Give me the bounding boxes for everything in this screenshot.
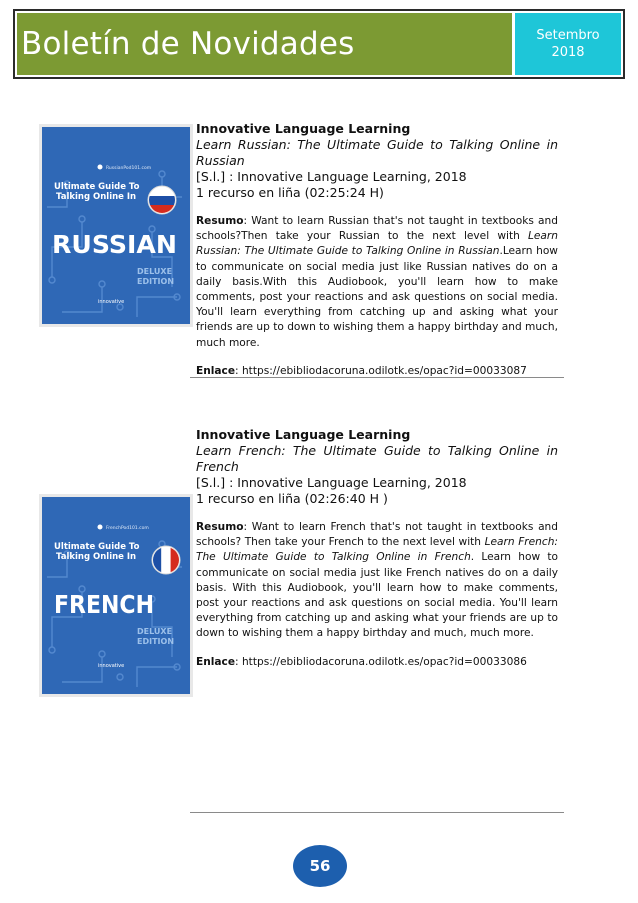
site-logo-icon — [98, 165, 103, 170]
book-author: Innovative Language Learning — [196, 121, 411, 136]
cover-heading-line1: Ultimate Guide To — [54, 182, 140, 192]
cover-language: RUSSIAN — [52, 230, 177, 259]
france-flag-icon — [152, 546, 180, 574]
summary-text-1: : Want to learn French that's not taught in textbooks and schools? Then take your French to the next level with — [196, 521, 558, 549]
cover-site-text: RussianPod101.com — [106, 166, 152, 171]
summary-label: Resumo — [196, 215, 244, 227]
russia-flag-icon — [147, 186, 177, 214]
cover-heading-line2: Talking Online In — [56, 192, 137, 202]
book-extent: 1 recurso en liña (02:26:40 H ) — [196, 491, 388, 506]
cover-heading-line2: Talking Online In — [56, 552, 137, 562]
book-summary — [196, 214, 558, 351]
cover-edition-line2: EDITION — [137, 277, 175, 286]
issue-month: Setembro — [536, 28, 600, 43]
summary-text-1: : Want to learn Russian that's not taught in textbooks and schools?Then take your Russian to the next level with — [196, 215, 558, 243]
book-record-russian — [196, 121, 558, 378]
book-record-french — [196, 427, 558, 669]
entry-separator — [190, 377, 564, 378]
book-link — [196, 364, 558, 378]
cover-edition-line1: DELUXE — [137, 267, 173, 276]
page-number-text: 56 — [309, 857, 331, 875]
book-link — [196, 655, 558, 669]
link-url[interactable]: : https://ebibliodacoruna.odilotk.es/opac?id=00033087 — [235, 364, 527, 377]
book-publication: [S.l.] : Innovative Language Learning, 2018 — [196, 169, 467, 184]
summary-text-2: .Learn how to communicate on social media just like Russian natives do on a daily basis.With this Audiobook, you'll learn how to make comments, post your reactions and ask questions on social media. You'll learn everything from catching up and asking what your friends are up to down to wishing them a happy birthday and much, much more. — [196, 245, 558, 349]
book-author: Innovative Language Learning — [196, 427, 411, 442]
link-label: Enlace — [196, 364, 236, 377]
link-label: Enlace — [196, 655, 236, 668]
cover-publisher: innovative — [98, 663, 125, 669]
book-cover-french — [42, 497, 190, 694]
summary-label: Resumo — [196, 521, 244, 533]
page-number — [293, 845, 347, 887]
summary-text-2: . Learn how to communicate on social media just like French natives do on a daily basis. With this Audiobook, you'll learn how to make comments, post your reactions and ask questions on social media. You'll learn everything from catching up and asking what your friends are up to down to wishing them a happy birthday and much, much more. — [196, 551, 558, 640]
link-url[interactable]: : https://ebibliodacoruna.odilotk.es/opac?id=00033086 — [235, 655, 527, 668]
book-extent: 1 recurso en liña (02:25:24 H) — [196, 185, 384, 200]
book-title: Learn Russian: The Ultimate Guide to Talking Online in Russian — [196, 137, 558, 168]
issue-date — [515, 13, 621, 75]
cover-heading-line1: Ultimate Guide To — [54, 542, 140, 552]
cover-edition-line2: EDITION — [137, 637, 175, 646]
summary-italic-title: Learn Russian: The Ultimate Guide to Talking Online in Russian — [196, 230, 558, 258]
book-cover-russian — [42, 127, 190, 324]
site-logo-icon — [98, 525, 103, 530]
cover-site-text: FrenchPod101.com — [106, 526, 149, 531]
newsletter-title: Boletín de Novidades — [17, 13, 512, 75]
cover-language: FRENCH — [54, 590, 154, 619]
book-summary — [196, 520, 558, 642]
issue-year: 2018 — [551, 45, 585, 60]
book-publication: [S.l.] : Innovative Language Learning, 2018 — [196, 475, 467, 490]
cover-edition-line1: DELUXE — [137, 627, 173, 636]
book-title: Learn French: The Ultimate Guide to Talking Online in French — [196, 443, 558, 474]
summary-italic-title: Learn French: The Ultimate Guide to Talking Online in French — [196, 536, 558, 564]
newsletter-header — [13, 9, 625, 79]
entry-separator — [190, 812, 564, 813]
cover-publisher: innovative — [98, 299, 125, 305]
